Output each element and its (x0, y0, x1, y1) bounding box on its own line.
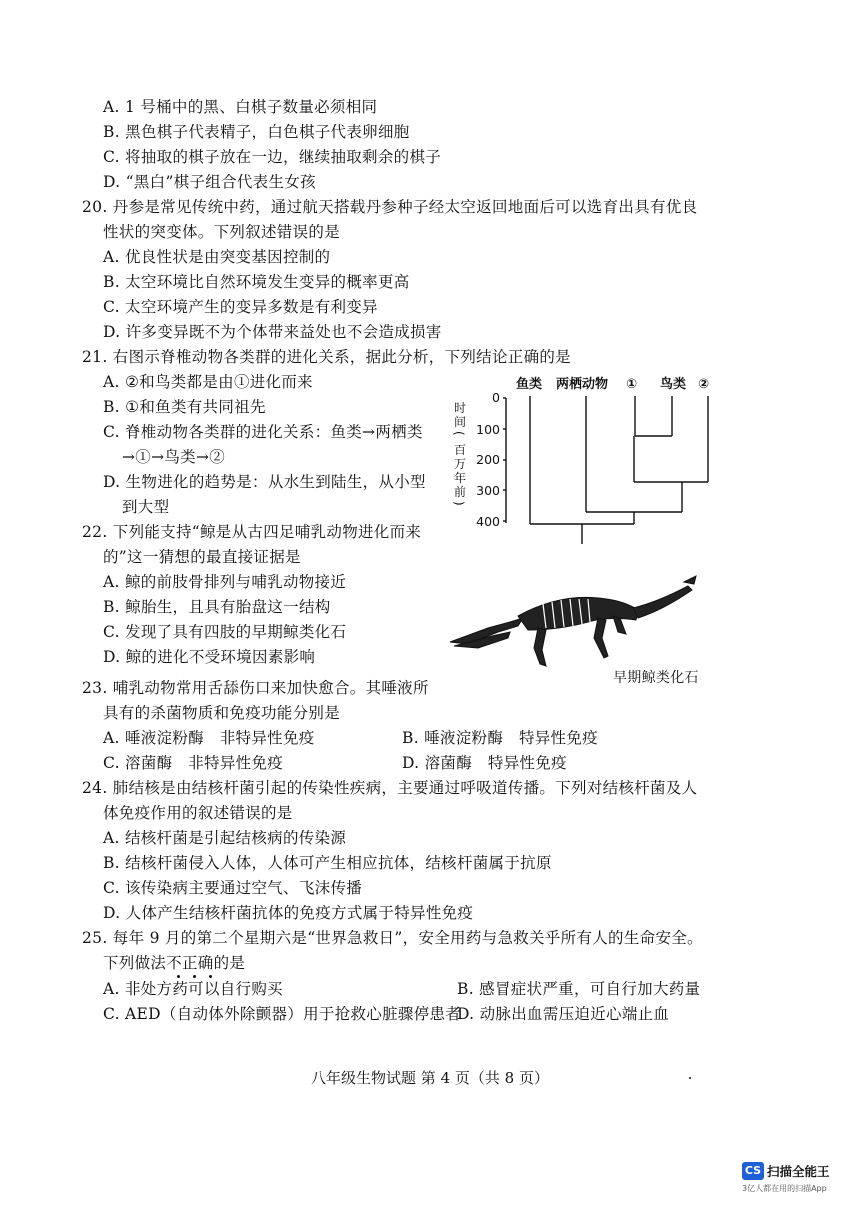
q25-option-a: A. 非处方药可以自行购买 (103, 980, 283, 998)
axis-title-char: 百 (454, 443, 467, 457)
page-footer: 八年级生物试题 第 4 页（共 8 页） (311, 1069, 549, 1087)
q20-stem-line2: 性状的突变体。下列叙述错误的是 (103, 223, 341, 241)
q24-option-b: B. 结核杆菌侵入人体，人体可产生相应抗体，结核杆菌属于抗原 (103, 854, 552, 872)
tick-label-300: 300 (476, 483, 500, 498)
q20-option-a: A. 优良性状是由突变基因控制的 (103, 248, 331, 266)
q21-option-d-line2: 到大型 (122, 498, 170, 516)
scanner-app-name: 扫描全能王 (767, 1163, 830, 1179)
stray-dot (689, 1077, 691, 1079)
q23-option-d: D. 溶菌酶 特异性免疫 (402, 754, 567, 772)
q22-stem-line2: 的”这一猜想的最直接证据是 (103, 548, 301, 566)
q20-option-d: D. 许多变异既不为个体带来益处也不会造成损害 (103, 323, 442, 341)
tick-label-200: 200 (476, 452, 500, 467)
q21-option-b: B. ①和鱼类有共同祖先 (103, 398, 266, 416)
scanner-watermark (742, 1160, 852, 1194)
q23-option-c: C. 溶菌酶 非特异性免疫 (103, 754, 284, 772)
q22-option-a: A. 鲸的前肢骨排列与哺乳动物接近 (103, 573, 347, 591)
q20-option-b: B. 太空环境比自然环境发生变异的概率更高 (103, 273, 410, 291)
whale-fossil-image (448, 572, 698, 682)
q22-option-c: C. 发现了具有四肢的早期鲸类化石 (103, 623, 347, 641)
fossil-caption: 早期鲸类化石 (613, 670, 699, 686)
q21-option-a: A. ②和鸟类都是由①进化而来 (103, 373, 313, 391)
q25-stem-line2: 下列做法不正确的是 (103, 954, 246, 972)
q19-option-c: C. 将抽取的棋子放在一边，继续抽取剩余的棋子 (103, 148, 442, 166)
q20-option-c: C. 太空环境产生的变异多数是有利变异 (103, 298, 378, 316)
q22-option-d: D. 鲸的进化不受环境因素影响 (103, 648, 316, 666)
tree-label-bird: 鸟类 (660, 377, 687, 392)
axis-title-char: 时 (454, 401, 467, 415)
axis-title-char: 前 (454, 485, 467, 499)
q25-stem-line1: 25. 每年 9 月的第二个星期六是“世界急救日”，安全用药与急救关乎所有人的生命安全。 (82, 929, 703, 947)
tick-label-100: 100 (476, 422, 500, 437)
axis-title-char: 年 (454, 471, 467, 485)
q20-stem-line1: 20. 丹参是常见传统中药，通过航天搭载丹参种子经太空返回地面后可以选育出具有优良 (82, 198, 698, 216)
q24-stem-line2: 体免疫作用的叙述错误的是 (103, 804, 293, 822)
q23-stem-line2: 具有的杀菌物质和免疫功能分别是 (103, 704, 341, 722)
q21-option-d-line1: D. 生物进化的趋势是：从水生到陆生，从小型 (103, 473, 426, 491)
tree-label-2: ② (698, 377, 710, 392)
tick-label-400: 400 (476, 514, 500, 529)
q23-stem-line1: 23. 哺乳动物常用舌舔伤口来加快愈合。其唾液所 (82, 679, 429, 697)
axis-title-char: 间 (454, 415, 467, 429)
emphasis-dot (177, 975, 180, 978)
q24-stem-line1: 24. 肺结核是由结核杆菌引起的传染性疾病，主要通过呼吸道传播。下列对结核杆菌及人 (82, 779, 698, 797)
tree-label-1: ① (626, 377, 638, 392)
axis-title-char: ) (452, 501, 466, 506)
q22-stem-line1: 22. 下列能支持“鲸是从古四足哺乳动物进化而来 (82, 523, 422, 541)
q25-option-b: B. 感冒症状严重，可自行加大药量 (457, 980, 701, 998)
q24-option-a: A. 结核杆菌是引起结核病的传染源 (103, 829, 347, 847)
axis-title-char: 万 (454, 457, 467, 471)
q19-option-a: A. 1 号桶中的黑、白棋子数量必须相同 (103, 98, 378, 116)
emphasis-dot (193, 975, 196, 978)
q23-option-a: A. 唾液淀粉酶 非特异性免疫 (103, 729, 315, 747)
tree-label-fish: 鱼类 (516, 377, 543, 392)
q21-option-c-line2: →①→鸟类→② (122, 448, 226, 466)
tick-label-0: 0 (492, 390, 500, 405)
q23-option-b: B. 唾液淀粉酶 特异性免疫 (402, 729, 598, 747)
q21-option-c-line1: C. 脊椎动物各类群的进化关系：鱼类→两栖类 (103, 423, 423, 441)
evolution-tree-figure (440, 368, 730, 548)
q22-option-b: B. 鲸胎生，且具有胎盘这一结构 (103, 598, 331, 616)
q21-stem: 21. 右图示脊椎动物各类群的进化关系，据此分析，下列结论正确的是 (82, 348, 571, 366)
q25-option-c: C. AED（自动体外除颤器）用于抢救心脏骤停患者 (103, 1005, 462, 1023)
emphasis-dot (209, 975, 212, 978)
axis-title-char: ( (452, 431, 466, 436)
q19-option-d: D. “黑白”棋子组合代表生女孩 (103, 173, 316, 191)
q24-option-c: C. 该传染病主要通过空气、飞沫传播 (103, 879, 363, 897)
q25-option-d: D. 动脉出血需压迫近心端止血 (457, 1005, 670, 1023)
tree-label-amphibian: 两栖动物 (556, 377, 609, 392)
scanner-tagline: 3亿人都在用的扫描App (742, 1183, 827, 1193)
q24-option-d: D. 人体产生结核杆菌抗体的免疫方式属于特异性免疫 (103, 904, 474, 922)
scanner-logo: CS (742, 1162, 764, 1180)
q19-option-b: B. 黑色棋子代表精子，白色棋子代表卵细胞 (103, 123, 410, 141)
